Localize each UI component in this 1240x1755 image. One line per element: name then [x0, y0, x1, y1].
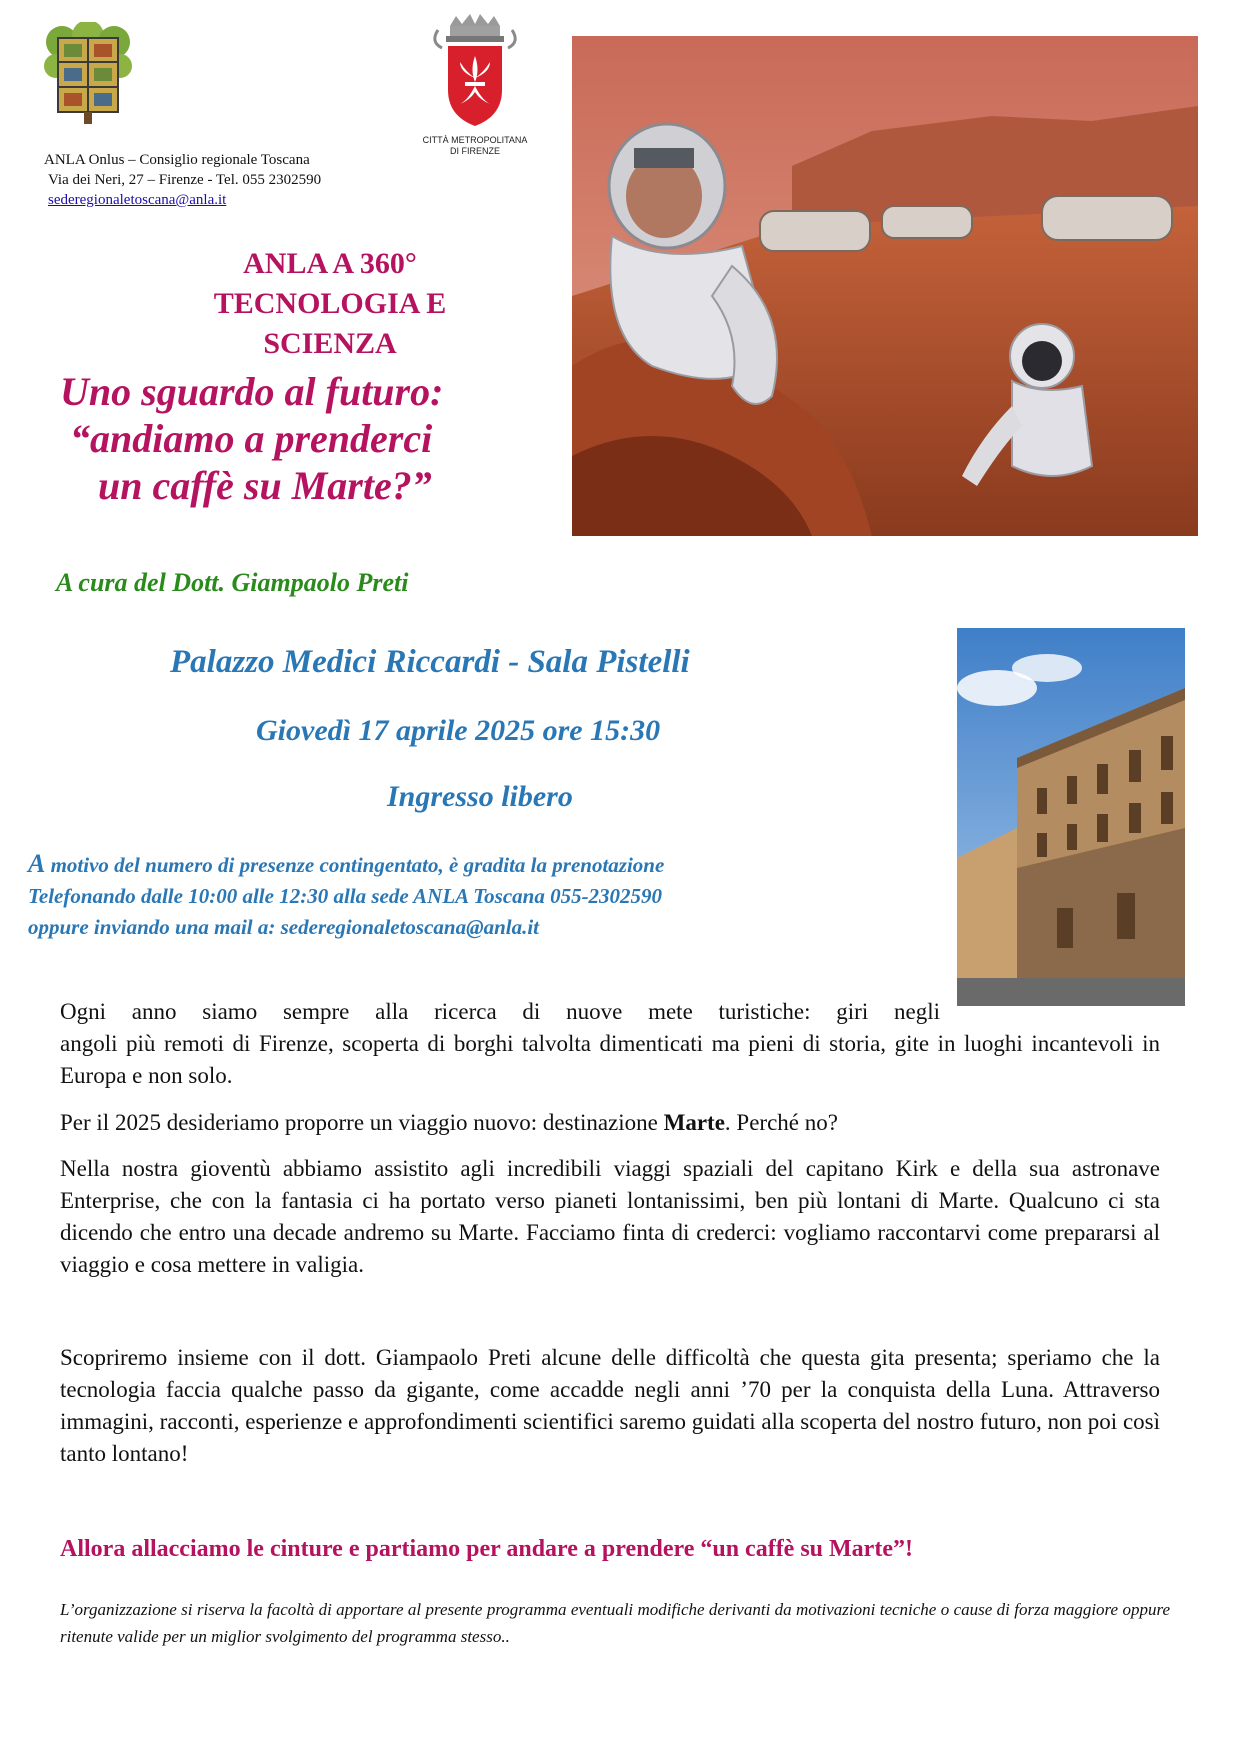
paragraph-3: Nella nostra gioventù abbiamo assistito agli incredibili viaggi spaziali del capitano Kirk e della sua astronave Enterprise, che con la fantasia ci ha portato verso pianeti lontanissimi, ben più lontani di Marte. Qualcuno ci sta dicendo che entro una decade andremo su Marte. Facciamo finta di crederci: vogliamo raccontarvi come prepararsi al viaggio e cosa mettere in valigia.: [60, 1156, 1160, 1277]
series-title: [150, 244, 510, 364]
booking-line2: Telefonando dalle 10:00 alle 12:30 alla sede ANLA Toscana 055-2302590: [28, 884, 663, 908]
org-email-link[interactable]: sederegionaletoscana@anla.it: [48, 192, 227, 208]
event-date: Giovedì 17 aprile 2025 ore 15:30: [256, 714, 661, 747]
event-subtitle: [60, 368, 560, 509]
subtitle-line1: Uno sguardo al futuro:: [60, 369, 444, 414]
paragraph-2-destination: Marte: [663, 1110, 725, 1135]
paragraph-1-rest: angoli più remoti di Firenze, scoperta di borghi talvolta dimenticati ma pieni di storia, gite in luoghi incantevoli in Europa e non solo.: [60, 1031, 1160, 1088]
series-line1: ANLA A 360°: [243, 247, 417, 280]
paragraph-1-first-line: Ogni anno siamo sempre alla ricerca di nuove mete turistiche: giri negli: [60, 999, 940, 1024]
booking-first-letter: A: [28, 849, 46, 878]
closing-line: Allora allacciamo le cinture e partiamo per andare a prendere “un caffè su Marte”!: [60, 1536, 913, 1562]
citta-metropolitana-logo: [420, 12, 530, 162]
palazzo-medici-riccardi-image: [957, 628, 1185, 1006]
booking-line1-text: motivo del numero di presenze contingentato, è gradita la prenotazione: [45, 853, 665, 877]
disclaimer-note: L’organizzazione si riserva la facoltà di apportare al presente programma eventuali modifiche derivanti da motivazioni tecniche o cause di forza maggiore oppure ritenute valide per un miglior svolgimento del programma stesso..: [60, 1600, 1170, 1646]
subtitle-line2: “andiamo a prenderci: [70, 416, 433, 461]
paragraph-4: Scopriremo insieme con il dott. Giampaolo Preti alcune delle difficoltà che questa gita presenta; speriamo che la tecnologia faccia qualche passo da gigante, come accadde negli anni ’70 per la conquista della Luna. Attraverso immagini, racconti, esperienze e approfondimenti scientifici saremo guidati alla scoperta del nostro futuro, non poi così tanto lontano!: [60, 1345, 1160, 1466]
anla-logo: [44, 22, 132, 124]
org-name: ANLA Onlus – Consiglio regionale Toscana: [44, 152, 310, 168]
booking-line1: [28, 848, 664, 881]
florence-lily-crest: [420, 12, 530, 130]
curator: A cura del Dott. Giampaolo Preti: [56, 568, 409, 597]
paragraph-2: [60, 1107, 1160, 1139]
city-logo-line2: DI FIRENZE: [449, 146, 500, 156]
city-logo-line1: CITTÀ METROPOLITANA: [422, 135, 528, 145]
booking-info: [28, 848, 664, 943]
subtitle-line3: un caffè su Marte?”: [98, 463, 432, 508]
event-venue: Palazzo Medici Riccardi - Sala Pistelli: [170, 644, 690, 680]
paragraph-2-before: Per il 2025 desideriamo proporre un viaggio nuovo: destinazione: [60, 1110, 664, 1135]
series-line2: TECNOLOGIA E SCIENZA: [213, 287, 447, 360]
mars-astronauts-image: [572, 36, 1198, 536]
booking-line3: oppure inviando una mail a: sederegionaletoscana@anla.it: [28, 915, 540, 939]
org-address: Via dei Neri, 27 – Firenze - Tel. 055 2302590: [48, 172, 322, 188]
event-entry: Ingresso libero: [387, 780, 573, 813]
paragraph-2-after: . Perché no?: [724, 1110, 838, 1135]
